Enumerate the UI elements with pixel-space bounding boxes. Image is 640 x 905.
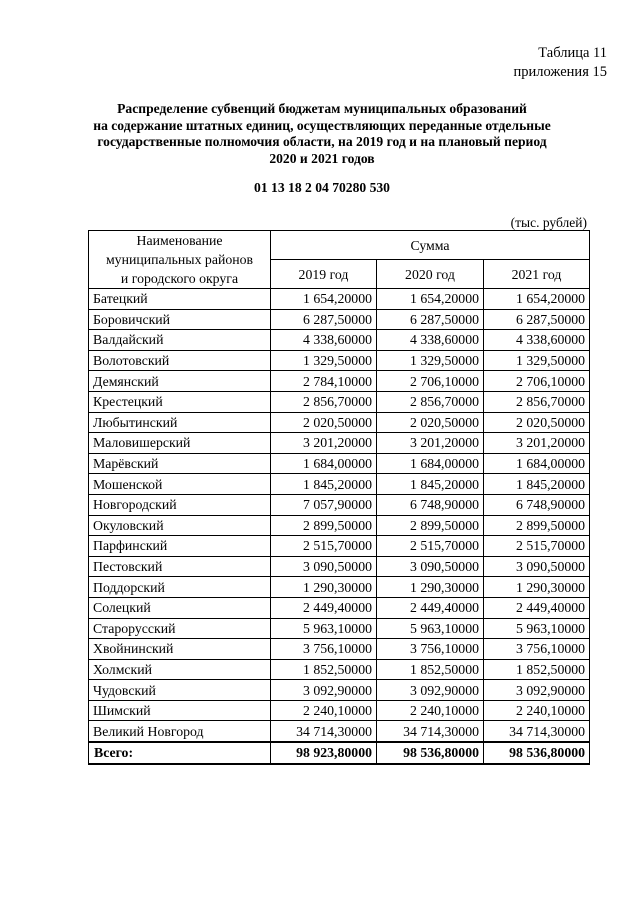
district-name: Шимский [89,700,271,721]
table-row [89,289,590,310]
value-2021: 3 756,10000 [484,639,590,660]
table-row [89,309,590,330]
value-2021: 1 329,50000 [484,350,590,371]
value-2019: 4 338,60000 [271,330,377,351]
district-name: Великий Новгород [89,721,271,742]
value-2019: 3 090,50000 [271,556,377,577]
district-name: Любытинский [89,412,271,433]
value-2020: 2 240,10000 [377,700,484,721]
value-2020: 4 338,60000 [377,330,484,351]
value-2021: 1 654,20000 [484,289,590,310]
table-row [89,577,590,598]
title-line: государственные полномочия области, на 2019 год и на плановый период [97,134,547,149]
value-2019: 2 020,50000 [271,412,377,433]
name-header-line: и городского округа [120,271,239,286]
value-2021: 2 515,70000 [484,536,590,557]
district-name: Крестецкий [89,391,271,412]
value-2020: 1 654,20000 [377,289,484,310]
value-2021: 6 748,90000 [484,494,590,515]
district-name: Окуловский [89,515,271,536]
value-2019: 6 287,50000 [271,309,377,330]
value-2020: 3 092,90000 [377,680,484,701]
table-row [89,330,590,351]
value-2020: 6 748,90000 [377,494,484,515]
header-row [89,231,590,260]
value-2021: 2 020,50000 [484,412,590,433]
name-header-line: Наименование [136,233,223,248]
document-title [40,101,604,167]
district-name: Парфинский [89,536,271,557]
value-2020: 3 090,50000 [377,556,484,577]
table-number: Таблица 11 [538,45,607,61]
value-2021: 1 684,00000 [484,453,590,474]
value-2019: 34 714,30000 [271,721,377,742]
table-row [89,474,590,495]
appendix-number: приложения 15 [513,64,607,80]
value-2021: 2 856,70000 [484,391,590,412]
value-2021: 4 338,60000 [484,330,590,351]
value-2021: 3 201,20000 [484,433,590,454]
value-2020: 3 756,10000 [377,639,484,660]
title-line: 2020 и 2021 годов [269,150,375,166]
value-2019: 1 852,50000 [271,659,377,680]
table-row [89,721,590,742]
total-2020: 98 536,80000 [377,742,484,764]
district-name: Мошенской [89,474,271,495]
table-row [89,680,590,701]
district-name: Марёвский [89,453,271,474]
table-row [89,412,590,433]
value-2019: 5 963,10000 [271,618,377,639]
value-2020: 2 899,50000 [377,515,484,536]
district-name: Новгородский [89,494,271,515]
value-2020: 3 201,20000 [377,433,484,454]
value-2019: 2 240,10000 [271,700,377,721]
total-label: Всего: [89,742,271,764]
district-name: Чудовский [89,680,271,701]
value-2019: 3 092,90000 [271,680,377,701]
value-2019: 3 756,10000 [271,639,377,660]
value-2020: 5 963,10000 [377,618,484,639]
value-2019: 1 654,20000 [271,289,377,310]
table-row [89,618,590,639]
district-name: Маловишерский [89,433,271,454]
district-name: Валдайский [89,330,271,351]
year-header-2020: 2020 год [377,260,484,289]
table-row [89,371,590,392]
district-name: Демянский [89,371,271,392]
value-2019: 1 290,30000 [271,577,377,598]
budget-code: 01 13 18 2 04 70280 530 [254,180,390,195]
value-2019: 2 856,70000 [271,391,377,412]
year-header-2021: 2021 год [484,260,590,289]
value-2019: 2 449,40000 [271,597,377,618]
district-name: Солецкий [89,597,271,618]
value-2020: 1 845,20000 [377,474,484,495]
table-row [89,453,590,474]
value-2020: 1 290,30000 [377,577,484,598]
value-2020: 34 714,30000 [377,721,484,742]
table-row [89,556,590,577]
value-2020: 2 449,40000 [377,597,484,618]
table-row [89,536,590,557]
table-row [89,639,590,660]
value-2021: 6 287,50000 [484,309,590,330]
district-name: Боровичский [89,309,271,330]
table-row [89,494,590,515]
name-header-line: муниципальных районов [105,252,254,267]
district-name: Старорусский [89,618,271,639]
value-2021: 2 899,50000 [484,515,590,536]
total-2021: 98 536,80000 [484,742,590,764]
title-line: Распределение субвенций бюджетам муниципальных образований [117,101,527,116]
title-line: на содержание штатных единиц, осуществляющих переданные отдельные [93,117,551,133]
value-2021: 5 963,10000 [484,618,590,639]
value-2021: 1 845,20000 [484,474,590,495]
value-2021: 2 240,10000 [484,700,590,721]
value-2019: 1 845,20000 [271,474,377,495]
value-2020: 2 515,70000 [377,536,484,557]
value-2021: 2 706,10000 [484,371,590,392]
table-row [89,515,590,536]
table-row [89,659,590,680]
value-2020: 2 856,70000 [377,391,484,412]
total-2019: 98 923,80000 [271,742,377,764]
district-name: Поддорский [89,577,271,598]
district-name: Батецкий [89,289,271,310]
value-2021: 1 852,50000 [484,659,590,680]
value-2021: 34 714,30000 [484,721,590,742]
value-2021: 2 449,40000 [484,597,590,618]
table-row [89,597,590,618]
table-row [89,350,590,371]
sum-column-header: Сумма [271,231,590,260]
district-name: Хвойнинский [89,639,271,660]
value-2019: 2 899,50000 [271,515,377,536]
value-2019: 3 201,20000 [271,433,377,454]
value-2020: 1 329,50000 [377,350,484,371]
value-2021: 3 092,90000 [484,680,590,701]
district-name: Пестовский [89,556,271,577]
table-row [89,433,590,454]
table-reference [514,44,607,82]
value-2020: 6 287,50000 [377,309,484,330]
subsidy-table [88,230,590,765]
district-name: Волотовский [89,350,271,371]
value-2020: 2 706,10000 [377,371,484,392]
name-column-header [89,231,271,289]
district-name: Холмский [89,659,271,680]
table-row [89,700,590,721]
value-2020: 1 684,00000 [377,453,484,474]
value-2021: 3 090,50000 [484,556,590,577]
value-2019: 2 784,10000 [271,371,377,392]
value-2019: 2 515,70000 [271,536,377,557]
table-row [89,391,590,412]
value-2019: 1 329,50000 [271,350,377,371]
table-body [89,289,590,764]
total-row [89,742,590,764]
unit-label: (тыс. рублей) [510,215,587,230]
value-2019: 1 684,00000 [271,453,377,474]
value-2019: 7 057,90000 [271,494,377,515]
year-header-2019: 2019 год [271,260,377,289]
value-2021: 1 290,30000 [484,577,590,598]
value-2020: 2 020,50000 [377,412,484,433]
value-2020: 1 852,50000 [377,659,484,680]
